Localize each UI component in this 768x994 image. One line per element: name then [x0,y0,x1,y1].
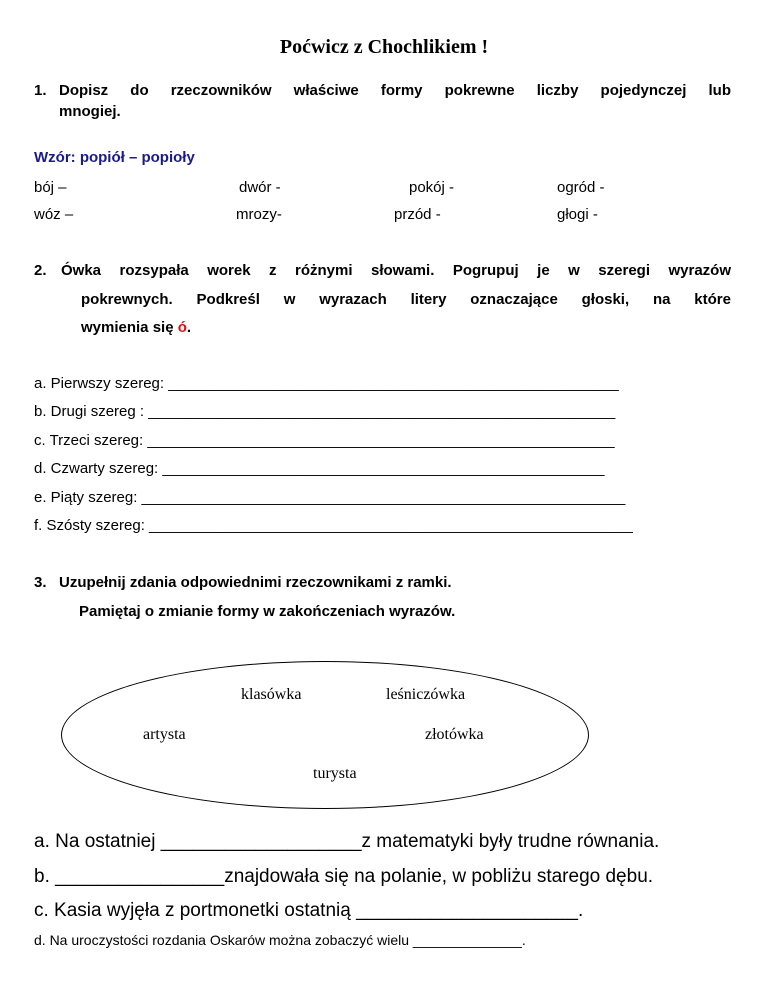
word-box [61,661,589,809]
fill-sentence[interactable]: b. ________________znajdowała się na polanie, w pobliżu starego dębu. [34,866,654,887]
task3-instruction-line2: Pamiętaj o zmianie formy w zakończeniach wyrazów. [79,603,456,620]
answer-line[interactable]: a. Pierwszy szereg: ______________________________________________________ [34,375,619,392]
fill-sentence[interactable]: d. Na uroczystości rozdania Oskarów można zobaczyć wielu ______________. [34,932,526,948]
word-box-item: złotówka [425,726,484,743]
task2-instruction-line2: pokrewnych. Podkreśl w wyrazach litery oznaczające głoski, na które [81,291,731,308]
fill-sentence[interactable]: c. Kasia wyjęła z portmonetki ostatnią _____________________. [34,900,584,921]
highlighted-letter: ó [177,319,187,336]
task1-word: pokój - [409,179,455,196]
task1-instruction-line2: mnogiej. [59,103,121,120]
word-box-item: leśniczówka [386,686,466,703]
answer-line[interactable]: c. Trzeci szereg: ________________________________________________________ [34,432,615,449]
answer-line[interactable]: e. Piąty szereg: __________________________________________________________ [34,489,626,506]
task1-word: głogi - [557,206,598,223]
task1-word: wóz – [34,206,74,223]
task3-instruction-line1: Uzupełnij zdania odpowiednimi rzeczownikami z ramki. [59,574,452,591]
task1-word: mrozy- [236,206,282,223]
task1-word: bój – [34,179,67,196]
page-title: Poćwicz z Chochlikiem ! [279,36,489,58]
task2-line3-suffix: . [186,319,192,336]
task1-number: 1. [34,82,47,99]
task1-instruction-line1: Dopisz do rzeczowników właściwe formy pokrewne liczby pojedynczej lub [59,82,731,99]
task2-number: 2. [34,262,47,279]
task1-word: przód - [394,206,441,223]
task1-word: dwór - [239,179,281,196]
task2-line3-prefix: wymienia się [81,319,178,336]
task1-word: ogród - [557,179,605,196]
task1-example: Wzór: popiół – popioły [34,149,195,166]
task3-number: 3. [34,574,47,591]
fill-sentence[interactable]: a. Na ostatniej ___________________z matematyki były trudne równania. [34,831,660,852]
word-box-item: artysta [143,726,186,743]
answer-line[interactable]: d. Czwarty szereg: _____________________________________________________ [34,460,605,477]
answer-line[interactable]: f. Szósty szereg: __________________________________________________________ [34,517,633,534]
answer-line[interactable]: b. Drugi szereg : ________________________________________________________ [34,403,616,420]
word-box-item: klasówka [241,686,302,703]
task2-instruction-line1: Ówka rozsypała worek z różnymi słowami. Pogrupuj je w szeregi wyrazów [61,262,731,279]
word-box-item: turysta [313,765,357,782]
task2-instruction-line3 [81,319,191,336]
